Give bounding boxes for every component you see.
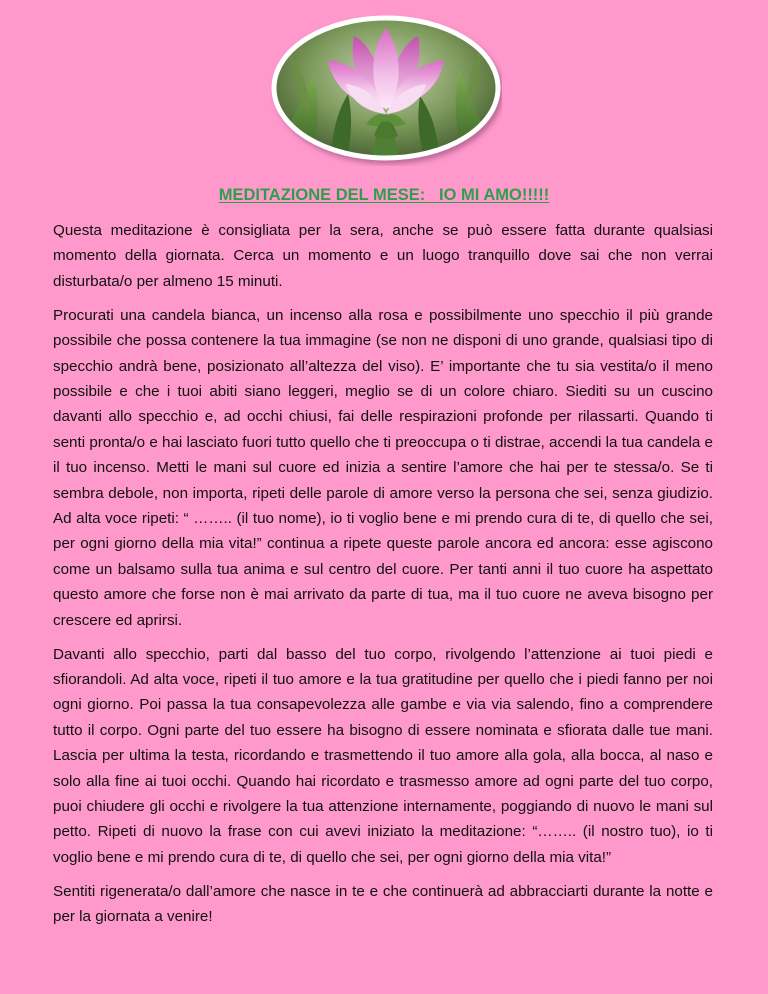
page-title: MEDITAZIONE DEL MESE: IO MI AMO!!!!! (218, 186, 550, 204)
paragraph-body-practice: Davanti allo specchio, parti dal basso del tuo corpo, rivolgendo l’attenzione ai tuoi piedi e sfiorandoli. Ad alta voce, ripeti il tuo amore e la tua gratitudine per quello che i piedi fanno per noi ogni giorno. Poi passa la tua consapevolezza alle gambe e via via salendo, fino a comprendere tutto il corpo. Ogni parte del tuo essere ha bisogno di essere nominata e sfiorata dalle tue mani. Lascia per ultima la testa, ricordando e trasmettendo il tuo amore alla gola, alla bocca, al naso e solo alla fine ai tuoi occhi. Quando hai ricordato e trasmesso amore ad ogni parte del tuo corpo, puoi chiudere gli occhi e rivolgere la tua attenzione internamente, poggiando di nuovo le mani sul petto. Ripeti di nuovo la frase con cui avevi iniziato la meditazione: “…….. (il nostro tuo), io ti voglio bene e mi prendo cura di te, di quello che sei, per ogni giorno della mia vita!” (53, 645, 713, 866)
paragraph-closing: Sentiti rigenerata/o dall’amore che nasce in te e che continuerà ad abbracciarti durante la notte e per la giornata a venire! (53, 882, 713, 926)
paragraph-intro: Questa meditazione è consigliata per la sera, anche se può essere fatta durante qualsiasi momento della giornata. Cerca un momento e un luogo tranquillo dove sai che non verrai disturbata/o per almeno 15 minuti. (53, 222, 713, 290)
paragraph-preparation: Procurati una candela bianca, un incenso alla rosa e possibilmente uno specchio il più grande possibile che possa contenere la tua immagine (se non ne disponi di uno grande, qualsiasi tipo di specchio andrà bene, posizionato all’altezza del viso). E’ importante che tu sia vestita/o il meno possibile e che i tuoi abiti siano leggeri, meglio se di un colore chiaro. Siediti su un cuscino davanti allo specchio e, ad occhi chiusi, fai delle respirazioni profonde per rilassarti. Quando ti senti pronta/o e hai lasciato fuori tutto quello che ti preoccupa o ti distrae, accendi la tua candela e il tuo incenso. Metti le mani sul cuore ed inizia a sentire l’amore che hai per te stessa/o. Se ti sembra debole, non importa, ripeti delle parole di amore verso la persona che sei, senza giudizio. Ad alta voce ripeti: “ …….. (il tuo nome), io ti voglio bene e mi prendo cura di te, di quello che sei, per ogni giorno della mia vita!” continua a ripete queste parole ancora ed ancora: esse agiscono come un balsamo sulla tua anima e sul centro del cuore. Per tanti anni il tuo cuore ha aspettato questo amore che forse non è mai arrivato da parte di tua, ma il tuo cuore ne aveva bisogno per crescere ed aprirsi. (53, 306, 713, 629)
header-flower-image (270, 14, 502, 166)
lotus-flower-icon (270, 14, 502, 166)
meditation-text (53, 218, 713, 938)
